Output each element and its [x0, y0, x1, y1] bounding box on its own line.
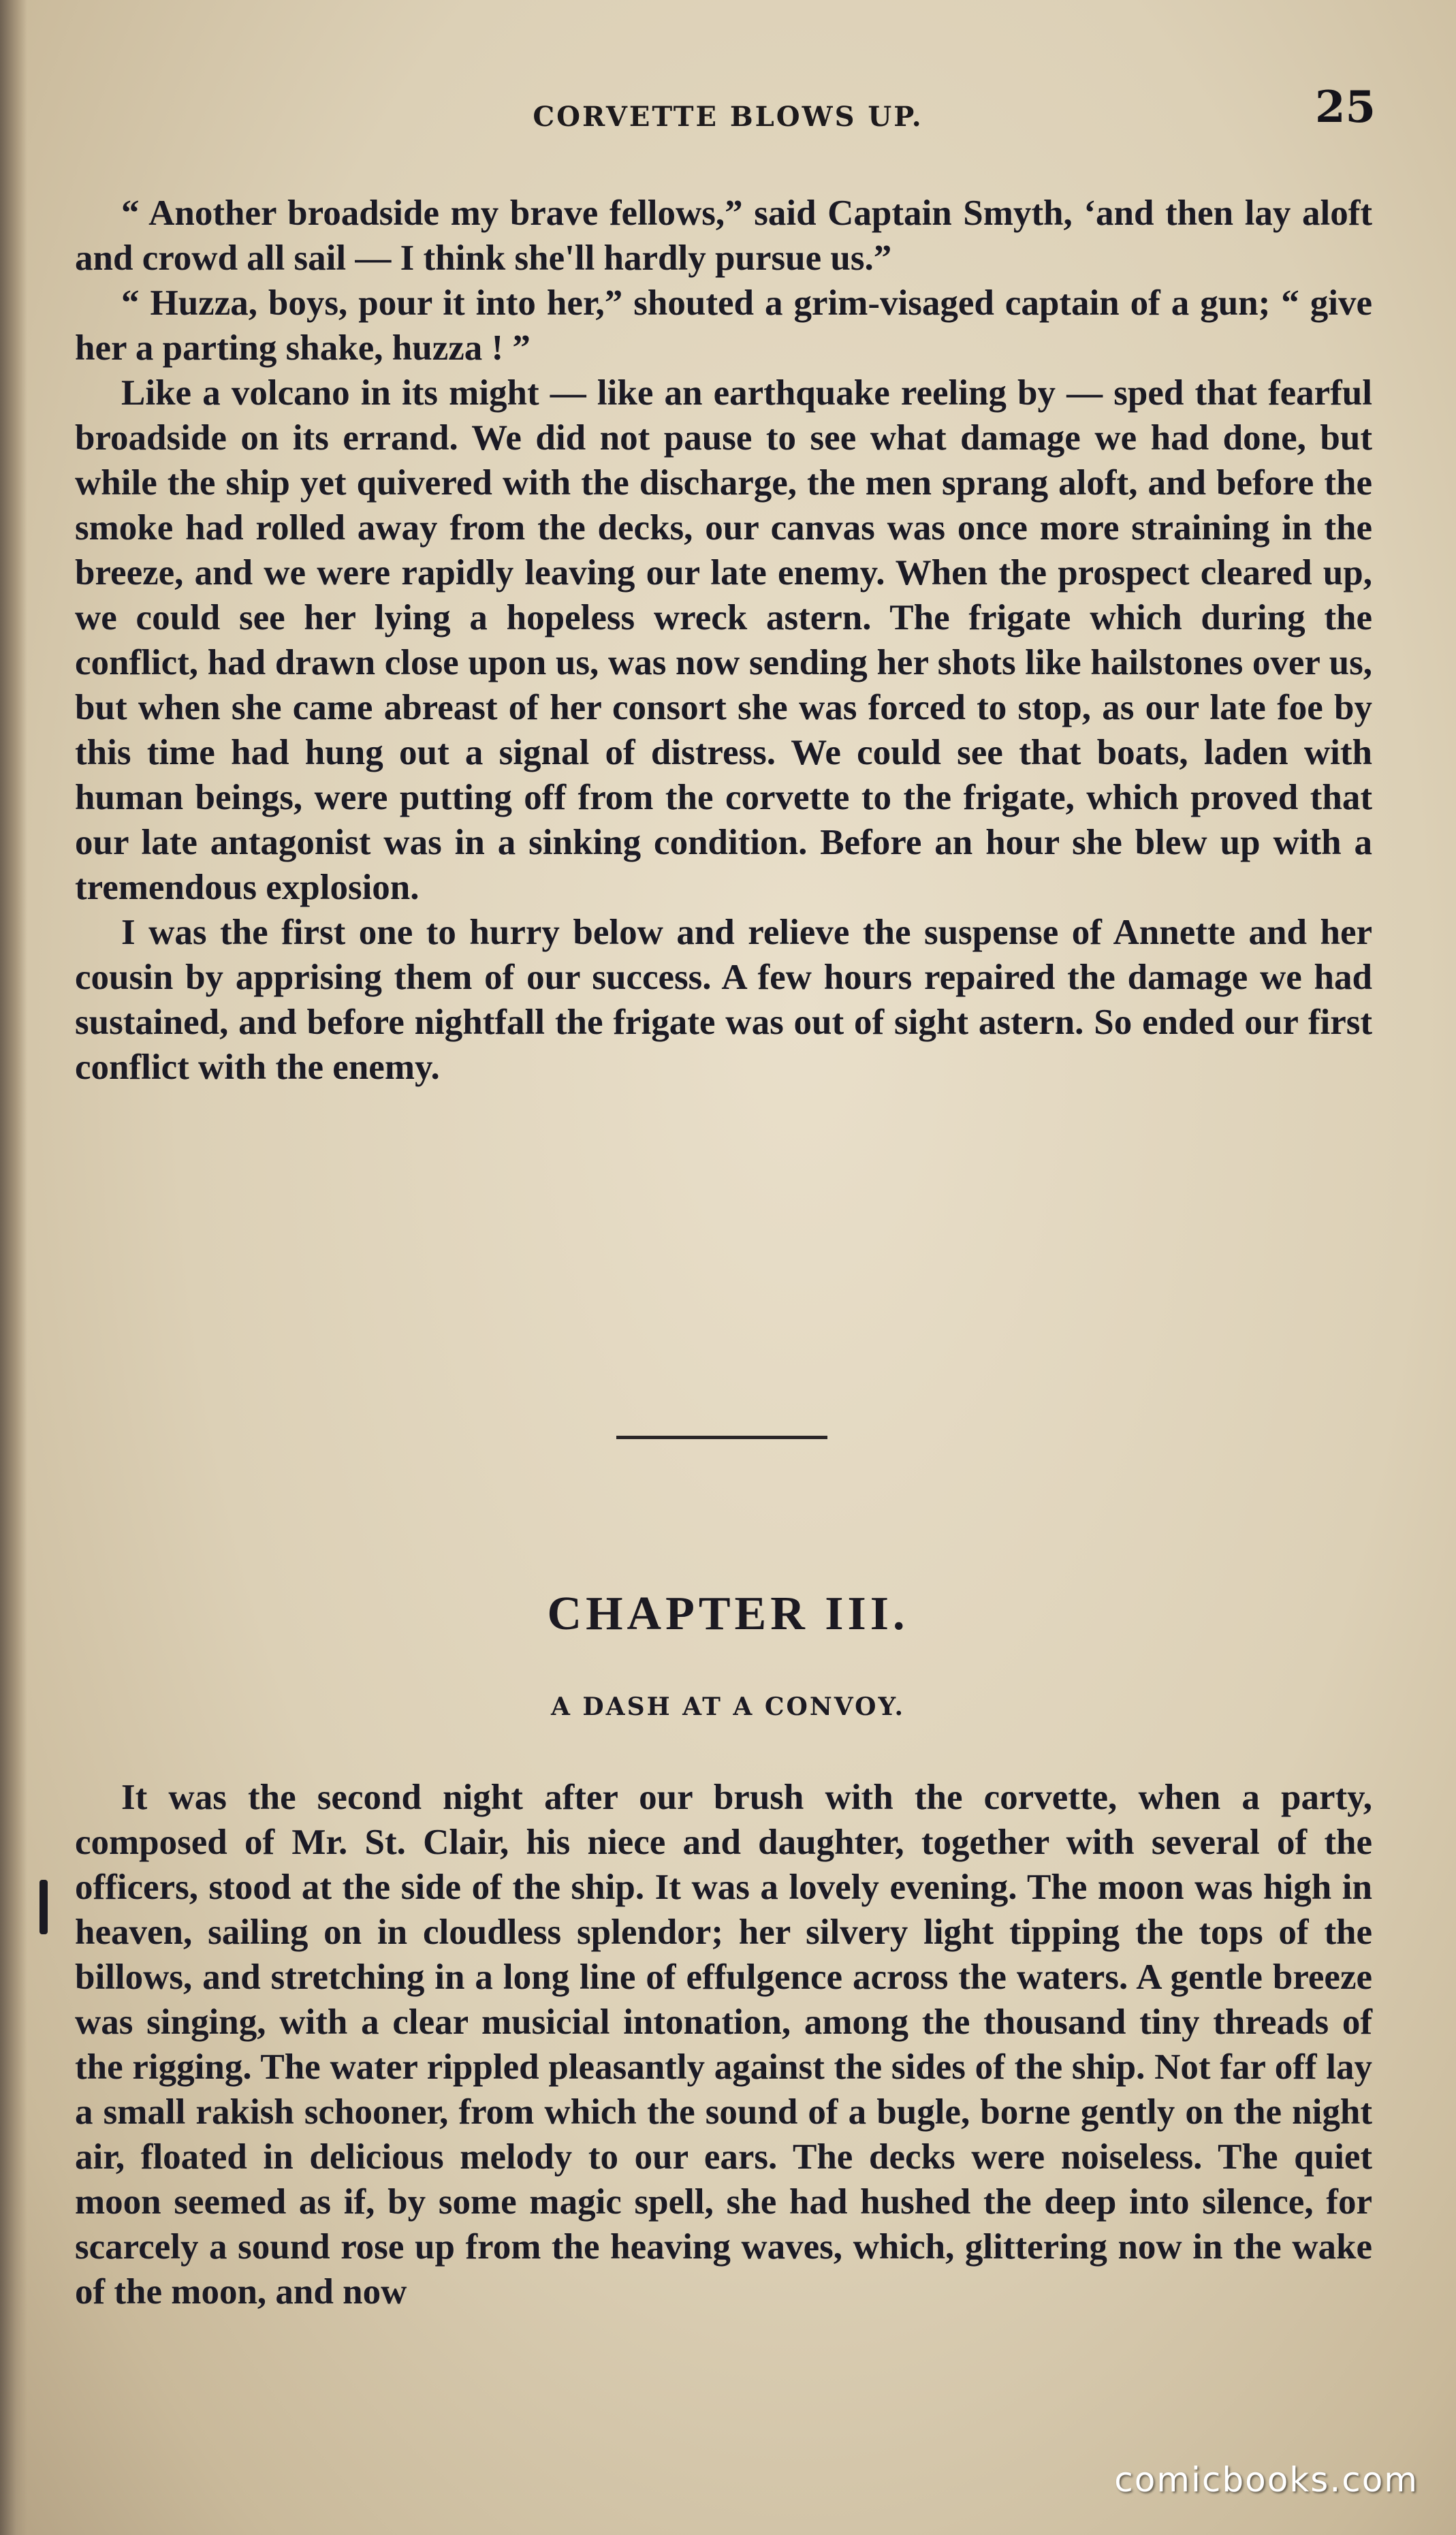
running-head: [0, 82, 1456, 157]
paragraph: Like a volcano in its might — like an earthquake reeling by — sped that fearful broadside on its errand. We did not pause to see what damage we had done, but while the ship yet quivered with the discharge, the men sprang aloft, and before the smoke had rolled away from the decks, our canvas was once more straining in the breeze, and we were rapidly leaving our late enemy. When the prospect cleared up, we could see her lying a hopeless wreck astern. The frigate which during the conflict, had drawn close upon us, was now sending her shots like hailstones over us, but when she came abreast of her consort she was forced to stop, as our late foe by this time had hung out a signal of distress. We could see that boats, laden with human beings, were putting off from the corvette to the frigate, which proved that our late antagonist was in a sinking condition. Before an hour she blew up with a tremendous explosion.: [75, 373, 1372, 907]
running-title: CORVETTE BLOWS UP.: [533, 101, 923, 133]
page-number: 25: [1314, 82, 1376, 133]
paragraph: I was the first one to hurry below and relieve the suspense of Annette and her cousin by apprising them of our success. A few hours repaired the damage we had sustained, and before nightfall the frigate was out of sight astern. So ended our first conflict with the enemy.: [75, 913, 1372, 1087]
section-one-text: [75, 191, 1372, 1090]
paragraph: It was the second night after our brush with the corvette, when a party, composed of Mr. St. Clair, his niece and daughter, together with several of the officers, stood at the side of the ship. It was a lovely evening. The moon was high in heaven, sailing on in cloudless splendor; her silvery light tipping the tops of the billows, and stretching in a long line of effulgence across the waters. A gentle breeze was singing, with a clear musicial intonation, among the thousand tiny threads of the rigging. The water rippled pleasantly against the sides of the ship. Not far off lay a small rakish schooner, from which the sound of a bugle, borne gently on the night air, floated in delicious melody to our ears. The decks were noiseless. The quiet moon seemed as if, by some magic spell, she had hushed the deep into silence, for scarcely a sound rose up from the heaving waves, which, glittering now in the wake of the moon, and now: [75, 1778, 1372, 2312]
chapter-heading: CHAPTER III.: [547, 1588, 909, 1640]
chapter-subtitle: A DASH AT A CONVOY.: [550, 1692, 906, 1721]
watermark: comicbooks.com: [1114, 2460, 1419, 2500]
page-edge-shadow: [0, 0, 27, 2535]
paragraph: “ Huzza, boys, pour it into her,” shouted a grim-visaged captain of a gun; “ give her a parting shake, huzza ! ”: [75, 283, 1372, 368]
section-divider: [616, 1436, 827, 1439]
paragraph: “ Another broadside my brave fellows,” said Captain Smyth, ‘and then lay aloft and crowd all sail — I think she'll hardly pursue us.”: [75, 193, 1372, 278]
chapter-text: [75, 1775, 1372, 2314]
margin-mark: [39, 1880, 48, 1934]
